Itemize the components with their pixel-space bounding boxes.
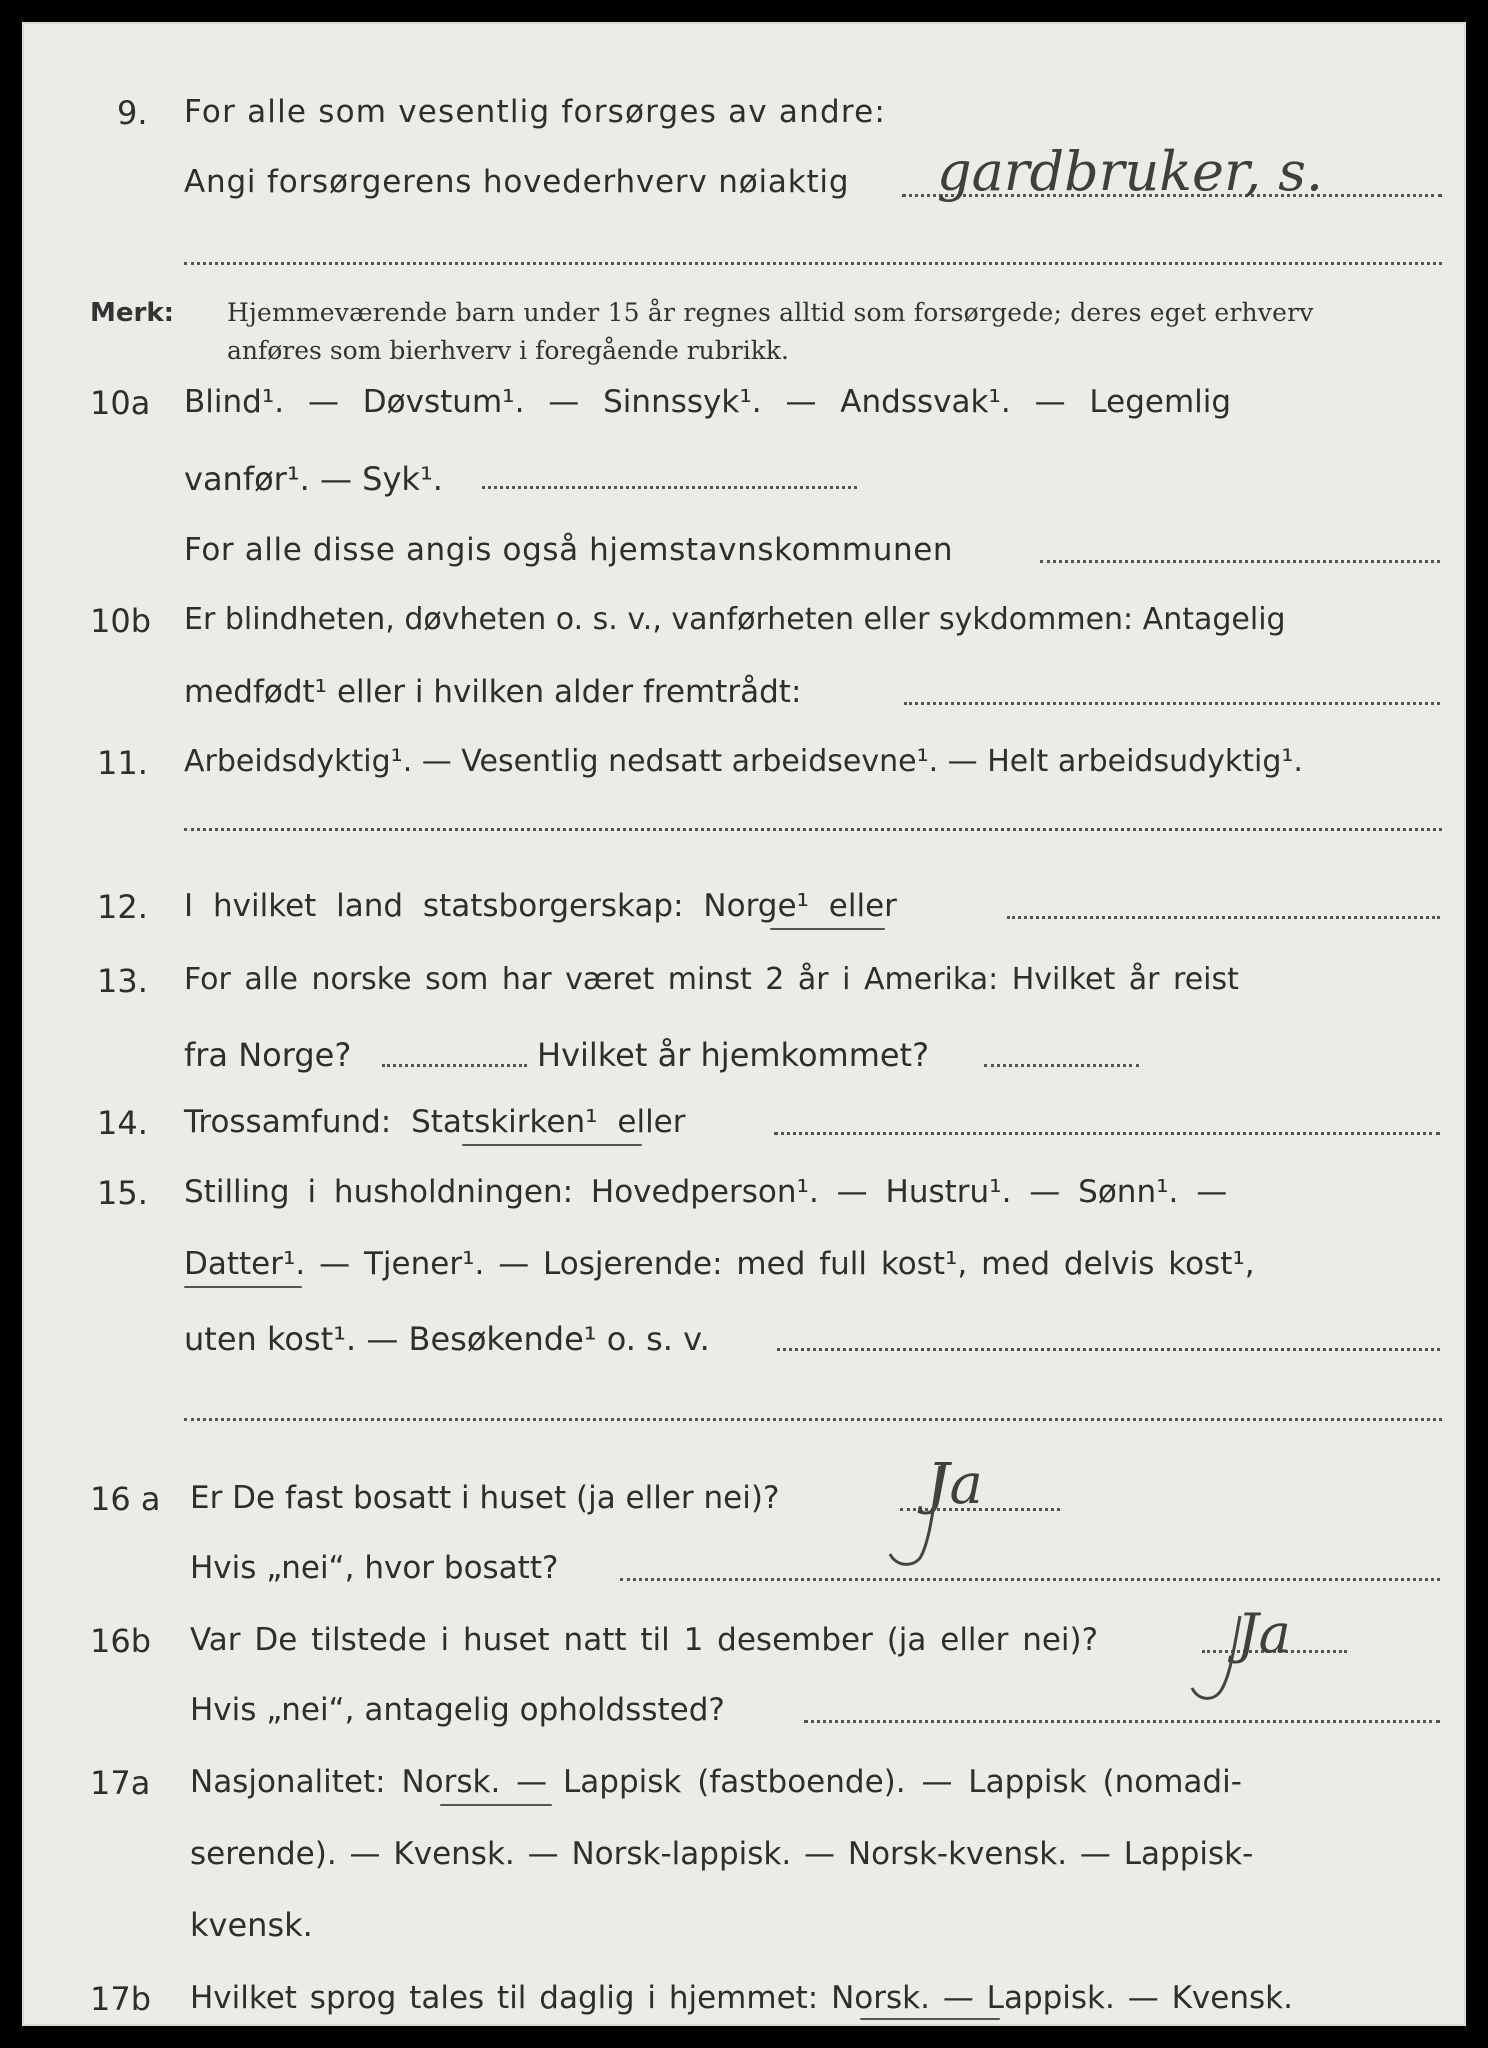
census-form-page [22,22,1466,2026]
q16a-j-stroke [882,1462,962,1572]
q16b-j-stroke [1180,1612,1260,1712]
q15-number: 15. [97,1174,148,1212]
q11-line1: Arbeidsdyktig¹. — Vesentlig nedsatt arbeidsevne¹. — Helt arbeidsudyktig¹. [184,744,1303,779]
q16b-line2: Hvis „nei“, antagelig opholdssted? [190,1692,725,1728]
q14-answer-line [774,1132,1440,1135]
q16b-number: 16b [90,1622,152,1660]
q17a-line2: serende). — Kvensk. — Norsk-lappisk. — Norsk-kvensk. — Lappisk- [190,1836,1254,1872]
q13-line2b: Hvilket år hjemkommet? [537,1036,930,1074]
q10a-line1: Blind¹. — Døvstum¹. — Sinnssyk¹. — Andssvak¹. — Legemlig [184,384,1232,420]
q15-answer-line [777,1348,1440,1351]
q13-line1: For alle norske som har været minst 2 år i Amerika: Hvilket år reist [184,962,1239,997]
q16b-whereabouts-line [804,1720,1440,1723]
q10a-number: 10a [90,384,151,422]
q15-datter-underline [184,1286,302,1288]
q17a-line3: kvensk. [190,1906,313,1944]
q13-number: 13. [97,962,148,1000]
q16a-residence-line [620,1578,1440,1581]
q16a-line1: Er De fast bosatt i huset (ja eller nei)? [190,1480,780,1516]
q9-handwritten-answer: gardbruker, s. [937,140,1324,203]
q13-year-left-line [382,1064,527,1067]
q12-number: 12. [97,888,148,926]
q10a-line3: For alle disse angis også hjemstavnskommunen [184,532,954,568]
q17a-norsk-underline [440,1804,552,1806]
q9-line2: Angi forsørgerens hovederhverv nøiaktig [184,164,850,200]
q16b-line1: Var De tilstede i huset natt til 1 desember (ja eller nei)? [190,1622,1099,1658]
q15-continuation-line [184,1418,1442,1421]
q17a-number: 17a [90,1764,151,1802]
q10b-number: 10b [90,602,152,640]
q13-line2a: fra Norge? [184,1036,352,1074]
q9-number: 9. [117,94,148,132]
q10a-line2: vanfør¹. — Syk¹. [184,460,443,498]
q10a-hometown-line [1040,560,1440,563]
q15-line3: uten kost¹. — Besøkende¹ o. s. v. [184,1320,710,1358]
q14-number: 14. [97,1104,148,1142]
q10b-answer-line [904,702,1440,705]
q11-answer-line [184,828,1442,831]
merk-line2: anføres som bierhverv i foregående rubrikk. [227,336,789,365]
q16b-handwritten-answer: Ja [1237,1602,1291,1665]
q15-line2: Datter¹. — Tjener¹. — Losjerende: med full kost¹, med delvis kost¹, [184,1246,1255,1282]
q17b-line1: Hvilket sprog tales til daglig i hjemmet: Norsk. — Lappisk. — Kvensk. [190,1980,1293,2016]
q17b-norsk-underline [860,2018,1000,2020]
q16a-handwritten-answer: Ja [927,1452,983,1517]
q12-norge-underline [770,928,885,930]
q17b-number: 17b [90,1980,152,2018]
q12-line1: I hvilket land statsborgerskap: Norge¹ eller [184,888,897,924]
q10a-answer-line [482,486,857,489]
q12-answer-line [1007,916,1440,919]
q16a-number: 16 a [90,1480,161,1518]
merk-label: Merk: [90,298,175,328]
q14-line1: Trossamfund: Statskirken¹ eller [184,1104,686,1140]
q13-year-returned-line [984,1064,1139,1067]
q10b-line1: Er blindheten, døvheten o. s. v., vanførheten eller sykdommen: Antagelig [184,602,1286,637]
merk-line1: Hjemmeværende barn under 15 år regnes alltid som forsørgede; deres eget erhverv [227,298,1314,327]
q9-continuation-line [184,262,1442,265]
q10b-line2: medfødt¹ eller i hvilken alder fremtrådt: [184,674,802,710]
q14-statskirken-underline [462,1144,642,1146]
q16a-line2: Hvis „nei“, hvor bosatt? [190,1550,559,1586]
q11-number: 11. [97,744,148,782]
q15-line1: Stilling i husholdningen: Hovedperson¹. — Hustru¹. — Sønn¹. — [184,1174,1228,1210]
q9-line1: For alle som vesentlig forsørges av andre: [184,94,887,130]
q17a-line1: Nasjonalitet: Norsk. — Lappisk (fastboende). — Lappisk (nomadi- [190,1764,1242,1800]
